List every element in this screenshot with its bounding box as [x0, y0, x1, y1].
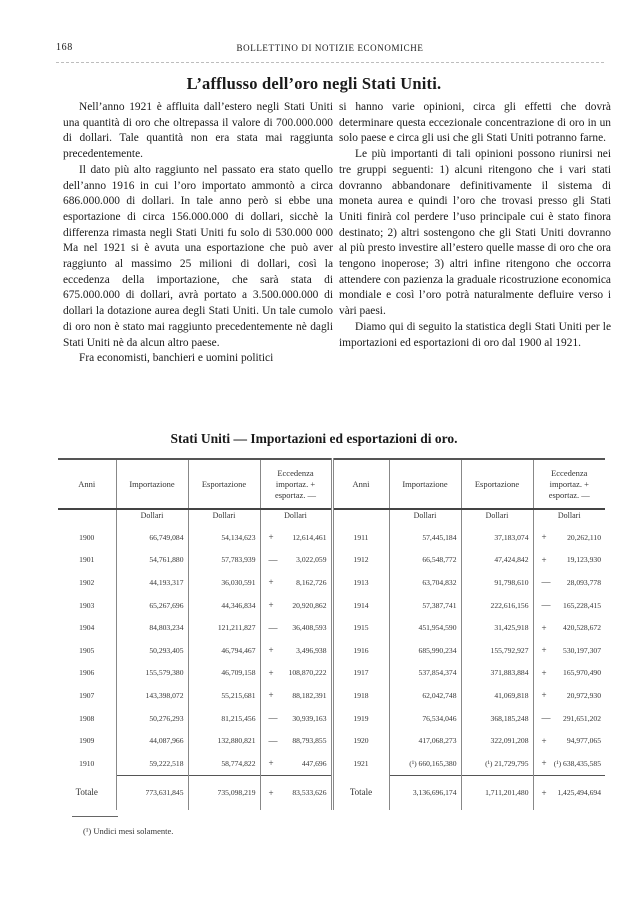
cell-importazione: 155,579,380: [116, 662, 188, 685]
sign-indicator: —: [268, 735, 278, 746]
sign-indicator: +: [541, 735, 547, 746]
cell-eccedenza: [533, 549, 605, 572]
paragraph: si hanno varie opinioni, circa gli effetti che dovrà determinare questa eccezionale concentrazione di oro in un solo paese e circa gli usi che gli Stati Uniti potranno farne.: [339, 101, 611, 145]
cell-eccedenza: [533, 684, 605, 707]
total-label: Totale: [332, 775, 389, 810]
cell-importazione: 65,267,696: [116, 594, 188, 617]
unit-label: Dollari: [389, 509, 461, 526]
eccedenza-value: 20,972,930: [566, 690, 601, 700]
table-row: [58, 707, 605, 730]
cell-eccedenza: [533, 526, 605, 549]
cell-importazione: 685,990,234: [389, 639, 461, 662]
sign-indicator: —: [541, 712, 551, 723]
eccedenza-value: 108,870,222: [288, 668, 327, 678]
footnote: (¹) Undici mesi solamente.: [83, 826, 174, 836]
cell-eccedenza: [260, 729, 332, 752]
cell-importazione: 62,042,748: [389, 684, 461, 707]
sign-indicator: —: [541, 577, 551, 588]
header-anni: Anni: [58, 459, 116, 509]
totals-row: [58, 775, 605, 810]
cell-eccedenza: [260, 684, 332, 707]
cell-year: 1902: [79, 577, 95, 587]
eccedenza-value: 1,425,494,694: [557, 788, 601, 798]
cell-eccedenza: [533, 594, 605, 617]
sign-indicator: +: [268, 758, 274, 769]
unit-label: Dollari: [533, 509, 605, 526]
table-row: [58, 526, 605, 549]
total-esportazione: 1,711,201,480: [461, 775, 533, 810]
cell-eccedenza: [260, 707, 332, 730]
sign-indicator: +: [268, 690, 274, 701]
table-row: [58, 752, 605, 775]
cell-year: 1921: [332, 752, 389, 775]
cell-esportazione: 31,425,918: [461, 616, 533, 639]
sign-indicator: +: [541, 667, 547, 678]
cell-eccedenza: [260, 616, 332, 639]
cell-esportazione: 222,616,156: [461, 594, 533, 617]
cell-eccedenza: [533, 639, 605, 662]
eccedenza-value: 420,528,672: [563, 623, 601, 633]
eccedenza-value: 20,262,110: [567, 532, 601, 542]
cell-importazione: 63,704,832: [389, 571, 461, 594]
eccedenza-value: 447,696: [301, 758, 327, 768]
header-divider: [56, 62, 604, 63]
cell-importazione: (¹) 660,165,380: [389, 752, 461, 775]
left-text-column: [63, 100, 333, 367]
sign-indicator: —: [268, 554, 278, 565]
cell-esportazione: 44,346,834: [188, 594, 260, 617]
cell-eccedenza: [533, 729, 605, 752]
cell-eccedenza: [260, 662, 332, 685]
right-text-column: [339, 100, 611, 351]
cell-importazione: 451,954,590: [389, 616, 461, 639]
eccedenza-value: 94,977,065: [566, 736, 601, 746]
cell-importazione: 417,068,273: [389, 729, 461, 752]
header-eccedenza: Eccedenza importaz. + esportaz. —: [260, 459, 332, 509]
cell-esportazione: 57,783,939: [188, 549, 260, 572]
eccedenza-value: 8,162,726: [296, 577, 327, 587]
cell-importazione: 54,761,880: [116, 549, 188, 572]
cell-year: 1905: [79, 645, 95, 655]
header-esportazione: Esportazione: [461, 459, 533, 509]
units-row: [58, 509, 605, 526]
table-title: Stati Uniti — Importazioni ed esportazioni di oro.: [170, 431, 458, 446]
paragraph: Nell’anno 1921 è affluita dall’estero negli Stati Uniti una quantità di oro che oltrepassa il valore di 700.000.000 di dollari. Tale quantità non era stata mai raggiunta precedentemente.: [63, 101, 333, 161]
sign-indicator: +: [268, 599, 274, 610]
cell-esportazione: 46,709,158: [188, 662, 260, 685]
cell-year: 1903: [79, 600, 95, 610]
footnote-divider: [72, 816, 118, 817]
eccedenza-value: 30,939,163: [292, 713, 327, 723]
sign-indicator: +: [268, 532, 274, 543]
cell-year: 1906: [79, 668, 95, 678]
eccedenza-value: 88,182,391: [292, 690, 327, 700]
journal-title: BOLLETTINO DI NOTIZIE ECONOMICHE: [236, 43, 424, 53]
sign-indicator: +: [268, 667, 274, 678]
cell-year: 1917: [332, 662, 389, 685]
eccedenza-value: 3,496,938: [296, 645, 327, 655]
cell-year: 1901: [79, 555, 95, 565]
eccedenza-value: 19,123,930: [566, 555, 601, 565]
cell-eccedenza: [260, 594, 332, 617]
unit-label: Dollari: [260, 509, 332, 526]
sign-indicator: —: [268, 622, 278, 633]
cell-importazione: 59,222,518: [116, 752, 188, 775]
cell-importazione: 143,398,072: [116, 684, 188, 707]
eccedenza-value: 20,920,862: [292, 600, 327, 610]
paragraph: Il dato più alto raggiunto nel passato era stato quello dell’anno 1916 in cui l’oro importato ammontò a circa 686.000.000 di dollari. In tale anno però si ebbe una esportazione di circa 156.000.000 di dollari, sicchè la differenza rimasta negli Stati Uniti fu solo di 530.000 000 Ma nel 1921 si è avuta una esportazione che può aver raggiunto al massimo 25 milioni di dollari, così la eccedenza della importazione, che sarà stata di 675.000.000 di dollari, avrà portato a 3.500.000.000 di dollari la dotazione aurea degli Stati Uniti. Un tale cumolo di oro non è stato mai raggiunto precedentemente nè dagli Stati Uniti nè da alcun altro paese.: [63, 163, 333, 349]
table-row: [58, 662, 605, 685]
cell-importazione: 50,276,293: [116, 707, 188, 730]
cell-year: 1912: [332, 549, 389, 572]
cell-year: 1908: [79, 713, 95, 723]
cell-eccedenza: [533, 616, 605, 639]
paragraph: Fra economisti, banchieri e uomini politici: [79, 352, 274, 365]
unit-label: Dollari: [461, 509, 533, 526]
unit-label: Dollari: [188, 509, 260, 526]
eccedenza-value: (¹) 638,435,585: [553, 758, 601, 768]
cell-year: 1916: [332, 639, 389, 662]
cell-eccedenza: [260, 639, 332, 662]
cell-year: 1913: [332, 571, 389, 594]
cell-eccedenza: [533, 662, 605, 685]
table-row: [58, 729, 605, 752]
gold-statistics-table: [58, 458, 605, 810]
table-row: [58, 684, 605, 707]
cell-esportazione: 155,792,927: [461, 639, 533, 662]
cell-eccedenza: [533, 752, 605, 775]
cell-importazione: 57,387,741: [389, 594, 461, 617]
sign-indicator: +: [268, 645, 274, 656]
header-eccedenza: Eccedenza importaz. + esportaz. —: [533, 459, 605, 509]
eccedenza-value: 88,793,855: [292, 736, 327, 746]
cell-esportazione: 121,211,827: [188, 616, 260, 639]
cell-esportazione: 41,069,818: [461, 684, 533, 707]
eccedenza-value: 165,970,490: [563, 668, 601, 678]
eccedenza-value: 12,614,461: [292, 532, 327, 542]
cell-eccedenza: [260, 549, 332, 572]
page-number: 168: [56, 42, 73, 53]
cell-esportazione: 91,798,610: [461, 571, 533, 594]
table-row: [58, 549, 605, 572]
cell-esportazione: 37,183,074: [461, 526, 533, 549]
cell-year: 1919: [332, 707, 389, 730]
sign-indicator: +: [541, 787, 547, 798]
cell-year: 1900: [79, 532, 95, 542]
total-label: Totale: [75, 787, 98, 798]
sign-indicator: +: [541, 690, 547, 701]
eccedenza-value: 165,228,415: [563, 600, 601, 610]
cell-esportazione: 368,185,248: [461, 707, 533, 730]
cell-importazione: 76,534,046: [389, 707, 461, 730]
eccedenza-value: 36,408,593: [292, 623, 327, 633]
header-importazione: Importazione: [389, 459, 461, 509]
total-importazione: 773,631,845: [116, 775, 188, 810]
eccedenza-value: 530,197,307: [563, 645, 601, 655]
cell-year: 1907: [79, 690, 95, 700]
header-anni: Anni: [332, 459, 389, 509]
cell-esportazione: 132,880,821: [188, 729, 260, 752]
cell-year: 1915: [332, 616, 389, 639]
cell-year: 1918: [332, 684, 389, 707]
cell-esportazione: 322,091,208: [461, 729, 533, 752]
cell-year: 1911: [332, 526, 389, 549]
table-row: [58, 594, 605, 617]
cell-eccedenza: [533, 707, 605, 730]
cell-eccedenza: [533, 571, 605, 594]
total-importazione: 3,136,696,174: [389, 775, 461, 810]
table-row: [58, 571, 605, 594]
sign-indicator: +: [541, 622, 547, 633]
cell-esportazione: 58,774,822: [188, 752, 260, 775]
eccedenza-value: 3,022,059: [296, 555, 327, 565]
cell-esportazione: (¹) 21,729,795: [461, 752, 533, 775]
table-header-row: [58, 459, 605, 509]
table-row: [58, 639, 605, 662]
article-title: L’afflusso dell’oro negli Stati Uniti.: [186, 74, 442, 93]
cell-importazione: 44,193,317: [116, 571, 188, 594]
cell-eccedenza: [260, 752, 332, 775]
eccedenza-value: 291,651,202: [563, 713, 601, 723]
cell-esportazione: 36,030,591: [188, 571, 260, 594]
cell-importazione: 66,749,084: [116, 526, 188, 549]
cell-esportazione: 55,215,681: [188, 684, 260, 707]
cell-esportazione: 46,794,467: [188, 639, 260, 662]
sign-indicator: +: [541, 532, 547, 543]
cell-esportazione: 54,134,623: [188, 526, 260, 549]
sign-indicator: +: [541, 758, 547, 769]
header-importazione: Importazione: [116, 459, 188, 509]
cell-importazione: 57,445,184: [389, 526, 461, 549]
sign-indicator: +: [268, 577, 274, 588]
running-head: [56, 42, 604, 58]
cell-year: 1914: [332, 594, 389, 617]
cell-year: 1904: [79, 623, 95, 633]
cell-eccedenza: [260, 571, 332, 594]
cell-year: 1920: [332, 729, 389, 752]
eccedenza-value: 28,093,778: [566, 577, 601, 587]
cell-importazione: 50,293,405: [116, 639, 188, 662]
paragraph: Le più importanti di tali opinioni possono riunirsi nei tre gruppi seguenti: 1) alcuni ritengono che i vari stati dovranno abbandonare definitivamente il sistema di moneta aurea e quindi l’oro che trovasi presso gli Stati Uniti finirà col perdere l’uso principale cui è stato finora destinato; 2) altri sostengono che gli Stati Uniti dovranno al più presto investire all’estero quelle masse di oro che ora tengono inoperose; 3) altri infine ritengono che occorra attendere con pazienza la graduale ricostruzione economica mondiale e così l’oro potrà naturalmente defluire verso i vàri paesi.: [339, 148, 611, 318]
sign-indicator: +: [541, 554, 547, 565]
cell-eccedenza: [260, 775, 332, 810]
table-row: [58, 616, 605, 639]
sign-indicator: +: [268, 787, 274, 798]
eccedenza-value: 83,533,626: [292, 788, 327, 798]
sign-indicator: —: [541, 599, 551, 610]
cell-year: 1910: [79, 758, 95, 768]
cell-esportazione: 47,424,842: [461, 549, 533, 572]
cell-eccedenza: [533, 775, 605, 810]
cell-importazione: 537,854,374: [389, 662, 461, 685]
cell-importazione: 44,087,966: [116, 729, 188, 752]
header-esportazione: Esportazione: [188, 459, 260, 509]
sign-indicator: +: [541, 645, 547, 656]
total-esportazione: 735,098,219: [188, 775, 260, 810]
cell-importazione: 84,803,234: [116, 616, 188, 639]
paragraph: Diamo qui di seguito la statistica degli Stati Uniti per le importazioni ed esportazioni di oro dal 1900 al 1921.: [339, 320, 611, 349]
cell-importazione: 66,548,772: [389, 549, 461, 572]
cell-esportazione: 81,215,456: [188, 707, 260, 730]
cell-eccedenza: [260, 526, 332, 549]
cell-year: 1909: [79, 736, 95, 746]
sign-indicator: —: [268, 712, 278, 723]
unit-label: Dollari: [116, 509, 188, 526]
cell-esportazione: 371,883,884: [461, 662, 533, 685]
